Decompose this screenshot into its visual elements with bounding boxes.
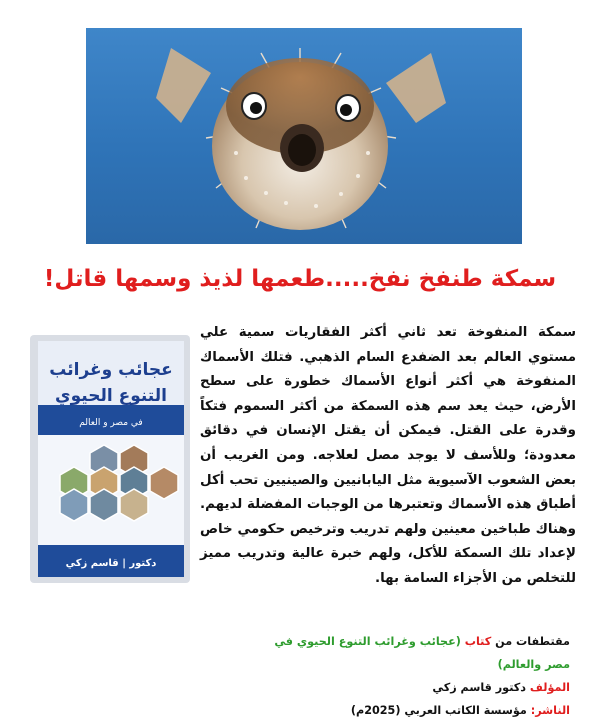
pufferfish-illustration	[86, 28, 522, 244]
book-title-line1: عجائب وغرائب	[49, 360, 173, 380]
credit-publisher: الناشر: مؤسسة الكاتب العربي (2025م)	[350, 704, 570, 717]
credit-author: المؤلف دكتور قاسم زكي	[432, 681, 570, 694]
book-title-line2: التنوع الحيوي	[55, 386, 167, 406]
article-body: سمكة المنفوخة تعد ثاني أكثر الفقاريات سمية علي مستوي العالم بعد الضفدع السام الذهبي. فتلك الأسماك المنفوخة هي أكثر أنواع الأسماك خطورة على سطح الأرض، حيث يعد سم هذه السمكة من أكثر السموم فتكاً وقدرة على القتل. فيمكن أن يقتل الإنسان في دقائق معدودة؛ وللأسف لا يوجد مصل لعلاجه. ومن الغريب أن بعض الشعوب الآسيوية مثل اليابانيين والصينيين تحب أكل أطباق هذه الأسماك وتعتبرها من الوجبات المفضلة لديهم. وهناك طباخين معينين ولهم تدريب وترخيص حكومي خاص لإعداد تلك السمكة للأكل، ولهم خبرة عالية وتدريب مميز للتخلص من الأجزاء السامة بها.	[200, 325, 576, 586]
headline: سمكة طنفخ نفخ.....طعمها لذيذ وسمها قاتل!	[43, 266, 557, 292]
book-subtitle: في مصر و العالم	[79, 418, 143, 428]
pufferfish-photo	[86, 28, 522, 244]
book-author: دكتور | قاسم زكي	[65, 558, 157, 569]
credits	[270, 630, 570, 722]
book-cover	[30, 335, 190, 583]
credit-excerpt: مقتطفات من كتاب (عجائب وغرائب التنوع الحيوي في مصر والعالم)	[274, 635, 570, 671]
